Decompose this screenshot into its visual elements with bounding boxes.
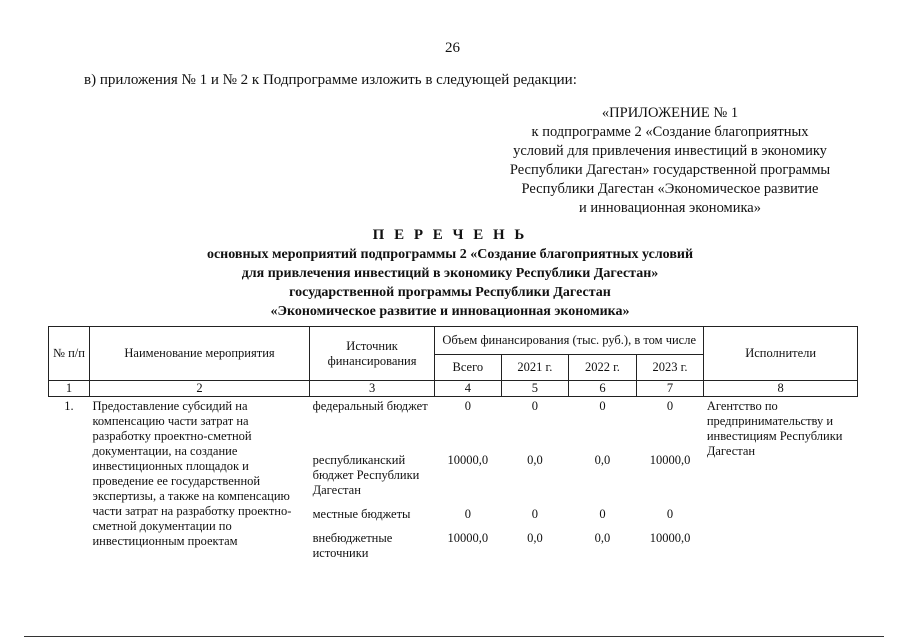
y2021-local: 0: [531, 507, 538, 521]
column-number: 4: [435, 381, 502, 397]
y2021-extrabudget: 0,0: [527, 531, 543, 545]
title-line: государственной программы Республики Дагестан: [289, 285, 611, 300]
appendix-line: и инновационная экономика»: [579, 200, 761, 216]
column-number: 3: [310, 381, 435, 397]
source-republic: республиканский бюджет Республики Дагестан: [312, 453, 420, 497]
y2023-local: 0: [666, 507, 674, 521]
header-num: № п/п: [49, 327, 90, 381]
column-number: 1: [49, 381, 90, 397]
appendix-line: условий для привлечения инвестиций в экономику: [513, 143, 827, 159]
column-number: 7: [636, 381, 704, 397]
total-federal: 0: [464, 399, 471, 413]
total-extrabudget: 10000,0: [447, 531, 489, 545]
column-number: 5: [501, 381, 569, 397]
y2021-federal: 0: [531, 399, 538, 413]
y2023-republic: 10000,0: [649, 453, 691, 467]
measure-name: Предоставление субсидий на компенсацию части затрат на разработку проектно-сметной документации, на создание инвестиционных площадок и проведение ее государственной экспертизы, а также на компенсацию части затрат на разработку проектно-сметной документации по инвестиционным проектам: [92, 399, 292, 548]
y2023-federal: 0: [666, 399, 674, 413]
appendix-line: Республики Дагестан» государственной программы: [509, 162, 831, 178]
header-2022: 2022 г.: [569, 355, 637, 381]
row-number: 1.: [64, 399, 74, 413]
appendix-line: Республики Дагестан «Экономическое развитие: [521, 181, 819, 197]
column-number: 2: [89, 381, 309, 397]
page-bottom-edge: [24, 636, 884, 637]
table-row: [49, 397, 858, 452]
y2022-extrabudget: 0,0: [594, 531, 611, 545]
appendix-line: к подпрограмме 2 «Создание благоприятных: [531, 124, 809, 140]
appendix-line: «ПРИЛОЖЕНИЕ № 1: [601, 105, 739, 121]
title-heading: П Е Р Е Ч Е Н Ь: [372, 227, 528, 243]
header-2023: 2023 г.: [636, 355, 704, 381]
title-line: для привлечения инвестиций в экономику Республики Дагестан»: [241, 266, 659, 281]
header-total: Всего: [435, 355, 502, 381]
source-federal: федеральный бюджет: [312, 399, 428, 413]
header-executors: Исполнители: [704, 327, 858, 381]
intro-text: в) приложения № 1 и № 2 к Подпрограмме изложить в следующей редакции:: [84, 72, 577, 88]
y2021-republic: 0,0: [527, 453, 543, 467]
total-republic: 10000,0: [447, 453, 489, 467]
header-volume: Объем финансирования (тыс. руб.), в том числе: [435, 327, 704, 355]
y2023-extrabudget: 10000,0: [649, 531, 691, 545]
source-local: местные бюджеты: [312, 507, 411, 521]
y2022-federal: 0: [599, 399, 606, 413]
column-number: 6: [569, 381, 637, 397]
measures-table: [48, 326, 858, 565]
y2022-local: 0: [599, 507, 606, 521]
y2022-republic: 0,0: [594, 453, 611, 467]
header-source: Источник финансирования: [310, 327, 435, 381]
column-number: 8: [704, 381, 858, 397]
page-number: 26: [445, 40, 460, 56]
title-line: основных мероприятий подпрограммы 2 «Создание благоприятных условий: [206, 247, 694, 262]
document-title: [110, 226, 790, 321]
header-2021: 2021 г.: [501, 355, 569, 381]
header-name: Наименование мероприятия: [89, 327, 309, 381]
total-local: 0: [464, 507, 471, 521]
title-line: «Экономическое развитие и инновационная экономика»: [270, 304, 630, 319]
appendix-header: [470, 104, 870, 218]
column-numbers-row: [49, 381, 858, 397]
source-extrabudget: внебюджетные источники: [312, 531, 393, 560]
executor: Агентство по предпринимательству и инвестициям Республики Дагестан: [706, 399, 843, 458]
